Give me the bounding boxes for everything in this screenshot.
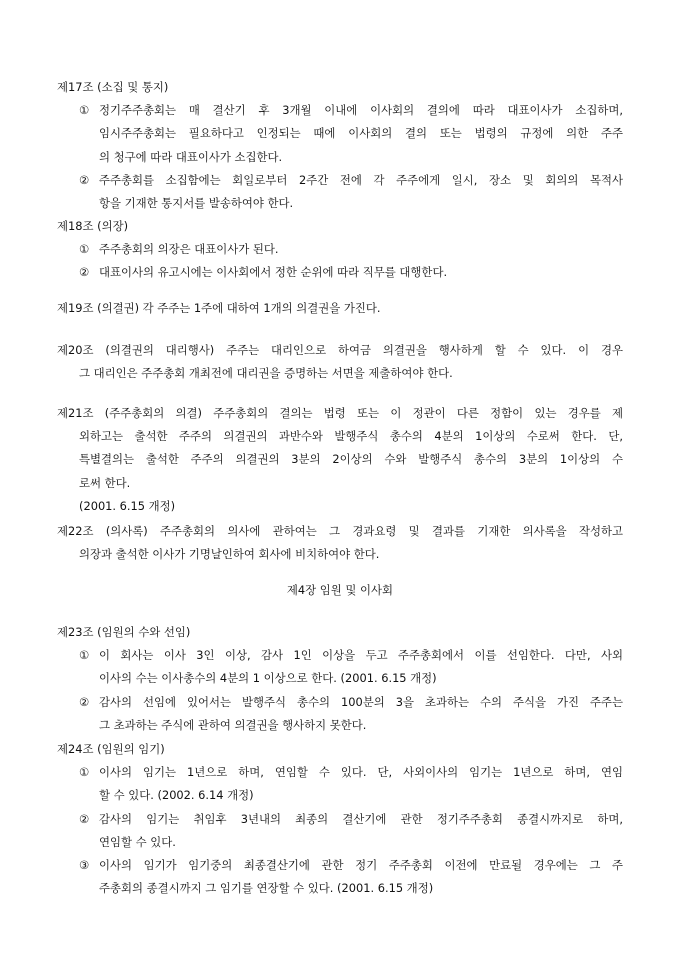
chapter-heading: 제4장 임원 및 이사회 <box>286 583 394 597</box>
article-24-item-1: ① 이사의 임기는 1년으로 하며, 연임할 수 있다. 단, 사외이사의 임기는 1년으로 하며, 연임 <box>57 761 623 784</box>
article-18-item-2: ② 대표이사의 유고시에는 이사회에서 정한 순위에 따라 직무를 대행한다. <box>57 261 623 284</box>
article-23-item-1: ① 이 회사는 이사 3인 이상, 감사 1인 이상을 두고 주주총회에서 이를 선임한다. 다만, 사외 <box>57 644 623 667</box>
item-marker: ② <box>79 694 90 709</box>
article-18-title: 제18조 (의장) <box>57 219 129 233</box>
article-24-item-3: ③ 이사의 임기가 임기중의 최종결산기에 관한 정기 주주총회 이전에 만료될 경우에는 그 주 <box>57 854 623 877</box>
article-17 <box>57 76 623 215</box>
article-19 <box>57 297 623 320</box>
item-marker: ① <box>79 103 90 118</box>
article-24 <box>57 738 623 900</box>
item-marker: ① <box>79 648 90 663</box>
article-24-item-3-line-2: 주총회의 종결시까지 그 임기를 연장할 수 있다. (2001. 6.15 개정) <box>99 881 434 896</box>
article-20-line-2: 그 대리인은 주주총회 개최전에 대리권을 증명하는 서면을 제출하여야 한다. <box>79 366 453 381</box>
item-marker: ② <box>79 811 90 826</box>
article-24-item-2: ② 감사의 임기는 취임후 3년내의 최종의 결산기에 관한 정기주주총회 종결시까지로 하며, <box>57 808 623 831</box>
article-23-title: 제23조 (임원의 수와 선임) <box>57 625 191 639</box>
revision-note: (2001. 6.15 개정) <box>79 498 176 513</box>
article-21-line-2: 외하고는 출석한 주주의 의결권의 과반수와 발행주식 총수의 4분의 1이상의 수로써 한다. 단, <box>79 429 623 444</box>
article-21 <box>57 402 623 518</box>
article-21-line-3: 특별결의는 출석한 주주의 의결권의 3분의 2이상의 수와 발행주식 총수의 3분의 1이상의 수 <box>79 452 623 467</box>
item-marker: ① <box>79 242 90 257</box>
item-marker: ② <box>79 265 90 280</box>
article-22-line-2: 의장과 출석한 이사가 기명날인하여 회사에 비치하여야 한다. <box>79 547 380 562</box>
article-23 <box>57 621 623 737</box>
article-23-item-2-line-2: 그 초과하는 주식에 관하여 의결권을 행사하지 못한다. <box>99 717 367 732</box>
article-22 <box>57 520 623 566</box>
article-17-title: 제17조 (소집 및 통지) <box>57 80 169 94</box>
article-21-line-1: 제21조 (주주총회의 의결) 주주총회의 결의는 법령 또는 이 정관이 다른 정함이 있는 경우를 제 <box>57 406 623 420</box>
article-18-item-1: ① 주주총회의 의장은 대표이사가 된다. <box>57 238 623 261</box>
article-19-text: 제19조 (의결권) 각 주주는 1주에 대하여 1개의 의결권을 가진다. <box>57 301 381 315</box>
article-24-title: 제24조 (임원의 임기) <box>57 742 165 756</box>
article-24-item-2-line-2: 연임할 수 있다. <box>99 834 176 849</box>
article-21-line-4: 로써 한다. <box>79 475 131 490</box>
item-marker: ③ <box>79 858 90 873</box>
item-marker: ② <box>79 172 90 187</box>
article-17-item-2-line-2: 항을 기재한 통지서를 발송하여야 한다. <box>99 196 294 211</box>
article-23-item-1-line-2: 이사의 수는 이사총수의 4분의 1 이상으로 한다. (2001. 6.15 개정) <box>99 671 437 686</box>
article-17-item-1-line-3: 의 청구에 따라 대표이사가 소집한다. <box>99 149 283 164</box>
article-23-item-2: ② 감사의 선임에 있어서는 발행주식 총수의 100분의 3을 초과하는 수의 주식을 가진 주주는 <box>57 691 623 714</box>
article-22-line-1: 제22조 (의사록) 주주총회의 의사에 관하여는 그 경과요령 및 결과를 기재한 의사록을 작성하고 <box>57 524 623 538</box>
article-17-item-1-line-2: 임시주주총회는 필요하다고 인정되는 때에 이사회의 결의 또는 법령의 규정에 의한 주주 <box>99 126 623 141</box>
item-marker: ① <box>79 765 90 780</box>
article-17-item-2: ② 주주총회를 소집함에는 회일로부터 2주간 전에 각 주주에게 일시, 장소 및 회의의 목적사 <box>57 169 623 192</box>
article-18 <box>57 215 623 285</box>
article-24-item-1-line-2: 할 수 있다. (2002. 6.14 개정) <box>99 788 254 803</box>
article-20 <box>57 339 623 385</box>
article-20-line-1: 제20조 (의결권의 대리행사) 주주는 대리인으로 하여금 의결권을 행사하게 할 수 있다. 이 경우 <box>57 343 623 357</box>
article-17-item-1: ① 정기주주총회는 매 결산기 후 3개월 이내에 이사회의 결의에 따라 대표이사가 소집하며, <box>57 99 623 122</box>
